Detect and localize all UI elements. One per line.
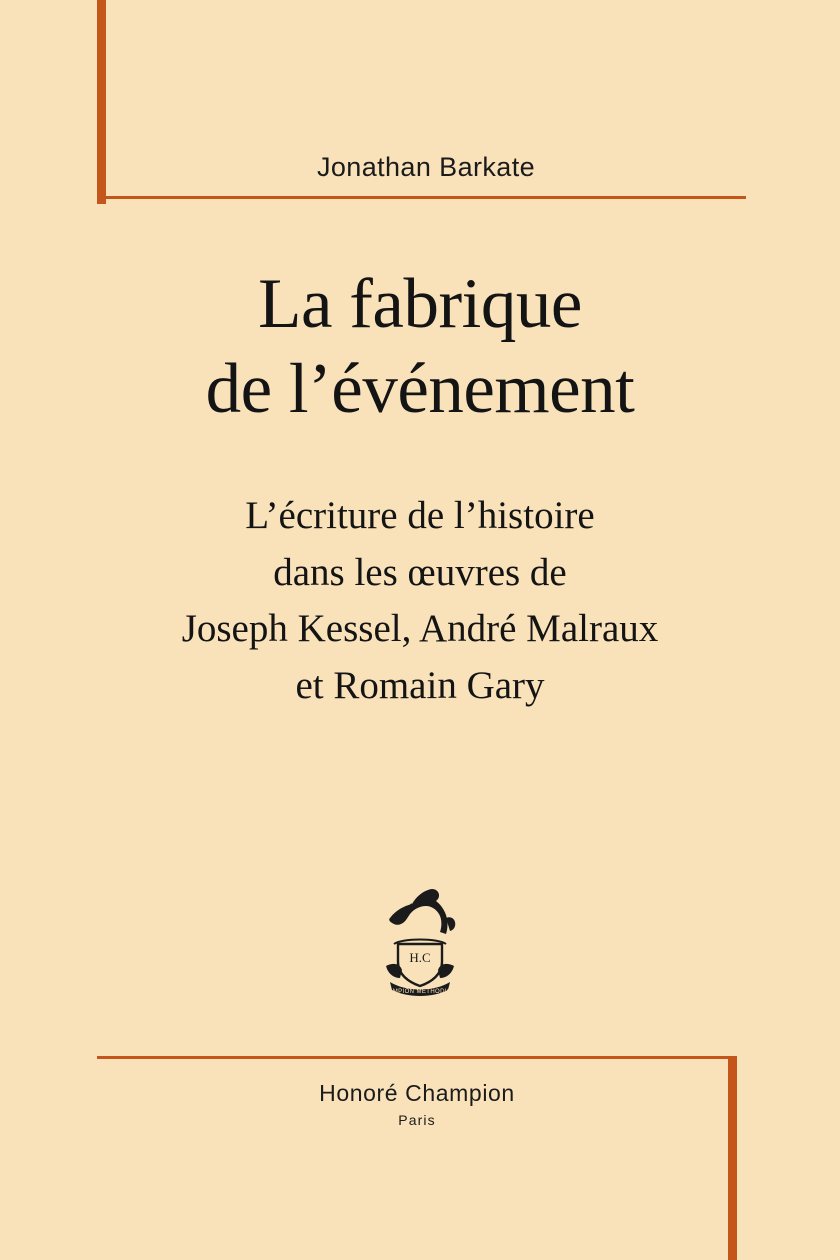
title-line-1: La fabrique [258,265,582,343]
publisher-emblem-icon [350,866,490,1006]
subtitle-line-3: Joseph Kessel, André Malraux [181,607,659,651]
book-title [70,262,770,432]
publisher-name: Honoré Champion [319,1080,515,1106]
subtitle-line-4: et Romain Gary [295,663,545,707]
decorative-rule-left-vertical [97,0,106,204]
publisher-city: Paris [398,1112,436,1128]
decorative-rule-bottom-horizontal [97,1056,737,1059]
author-name: Jonathan Barkate [316,152,536,182]
subtitle-line-1: L’écriture de l’histoire [245,494,595,537]
decorative-rule-top-horizontal [106,196,746,199]
title-line-2: de l’événement [205,350,635,429]
emblem-motto: CHAMPION METHODIQUE [378,989,462,995]
book-subtitle [70,488,770,714]
subtitle-line-2: dans les œuvres de [273,550,567,594]
emblem-monogram: H.C [409,950,431,965]
